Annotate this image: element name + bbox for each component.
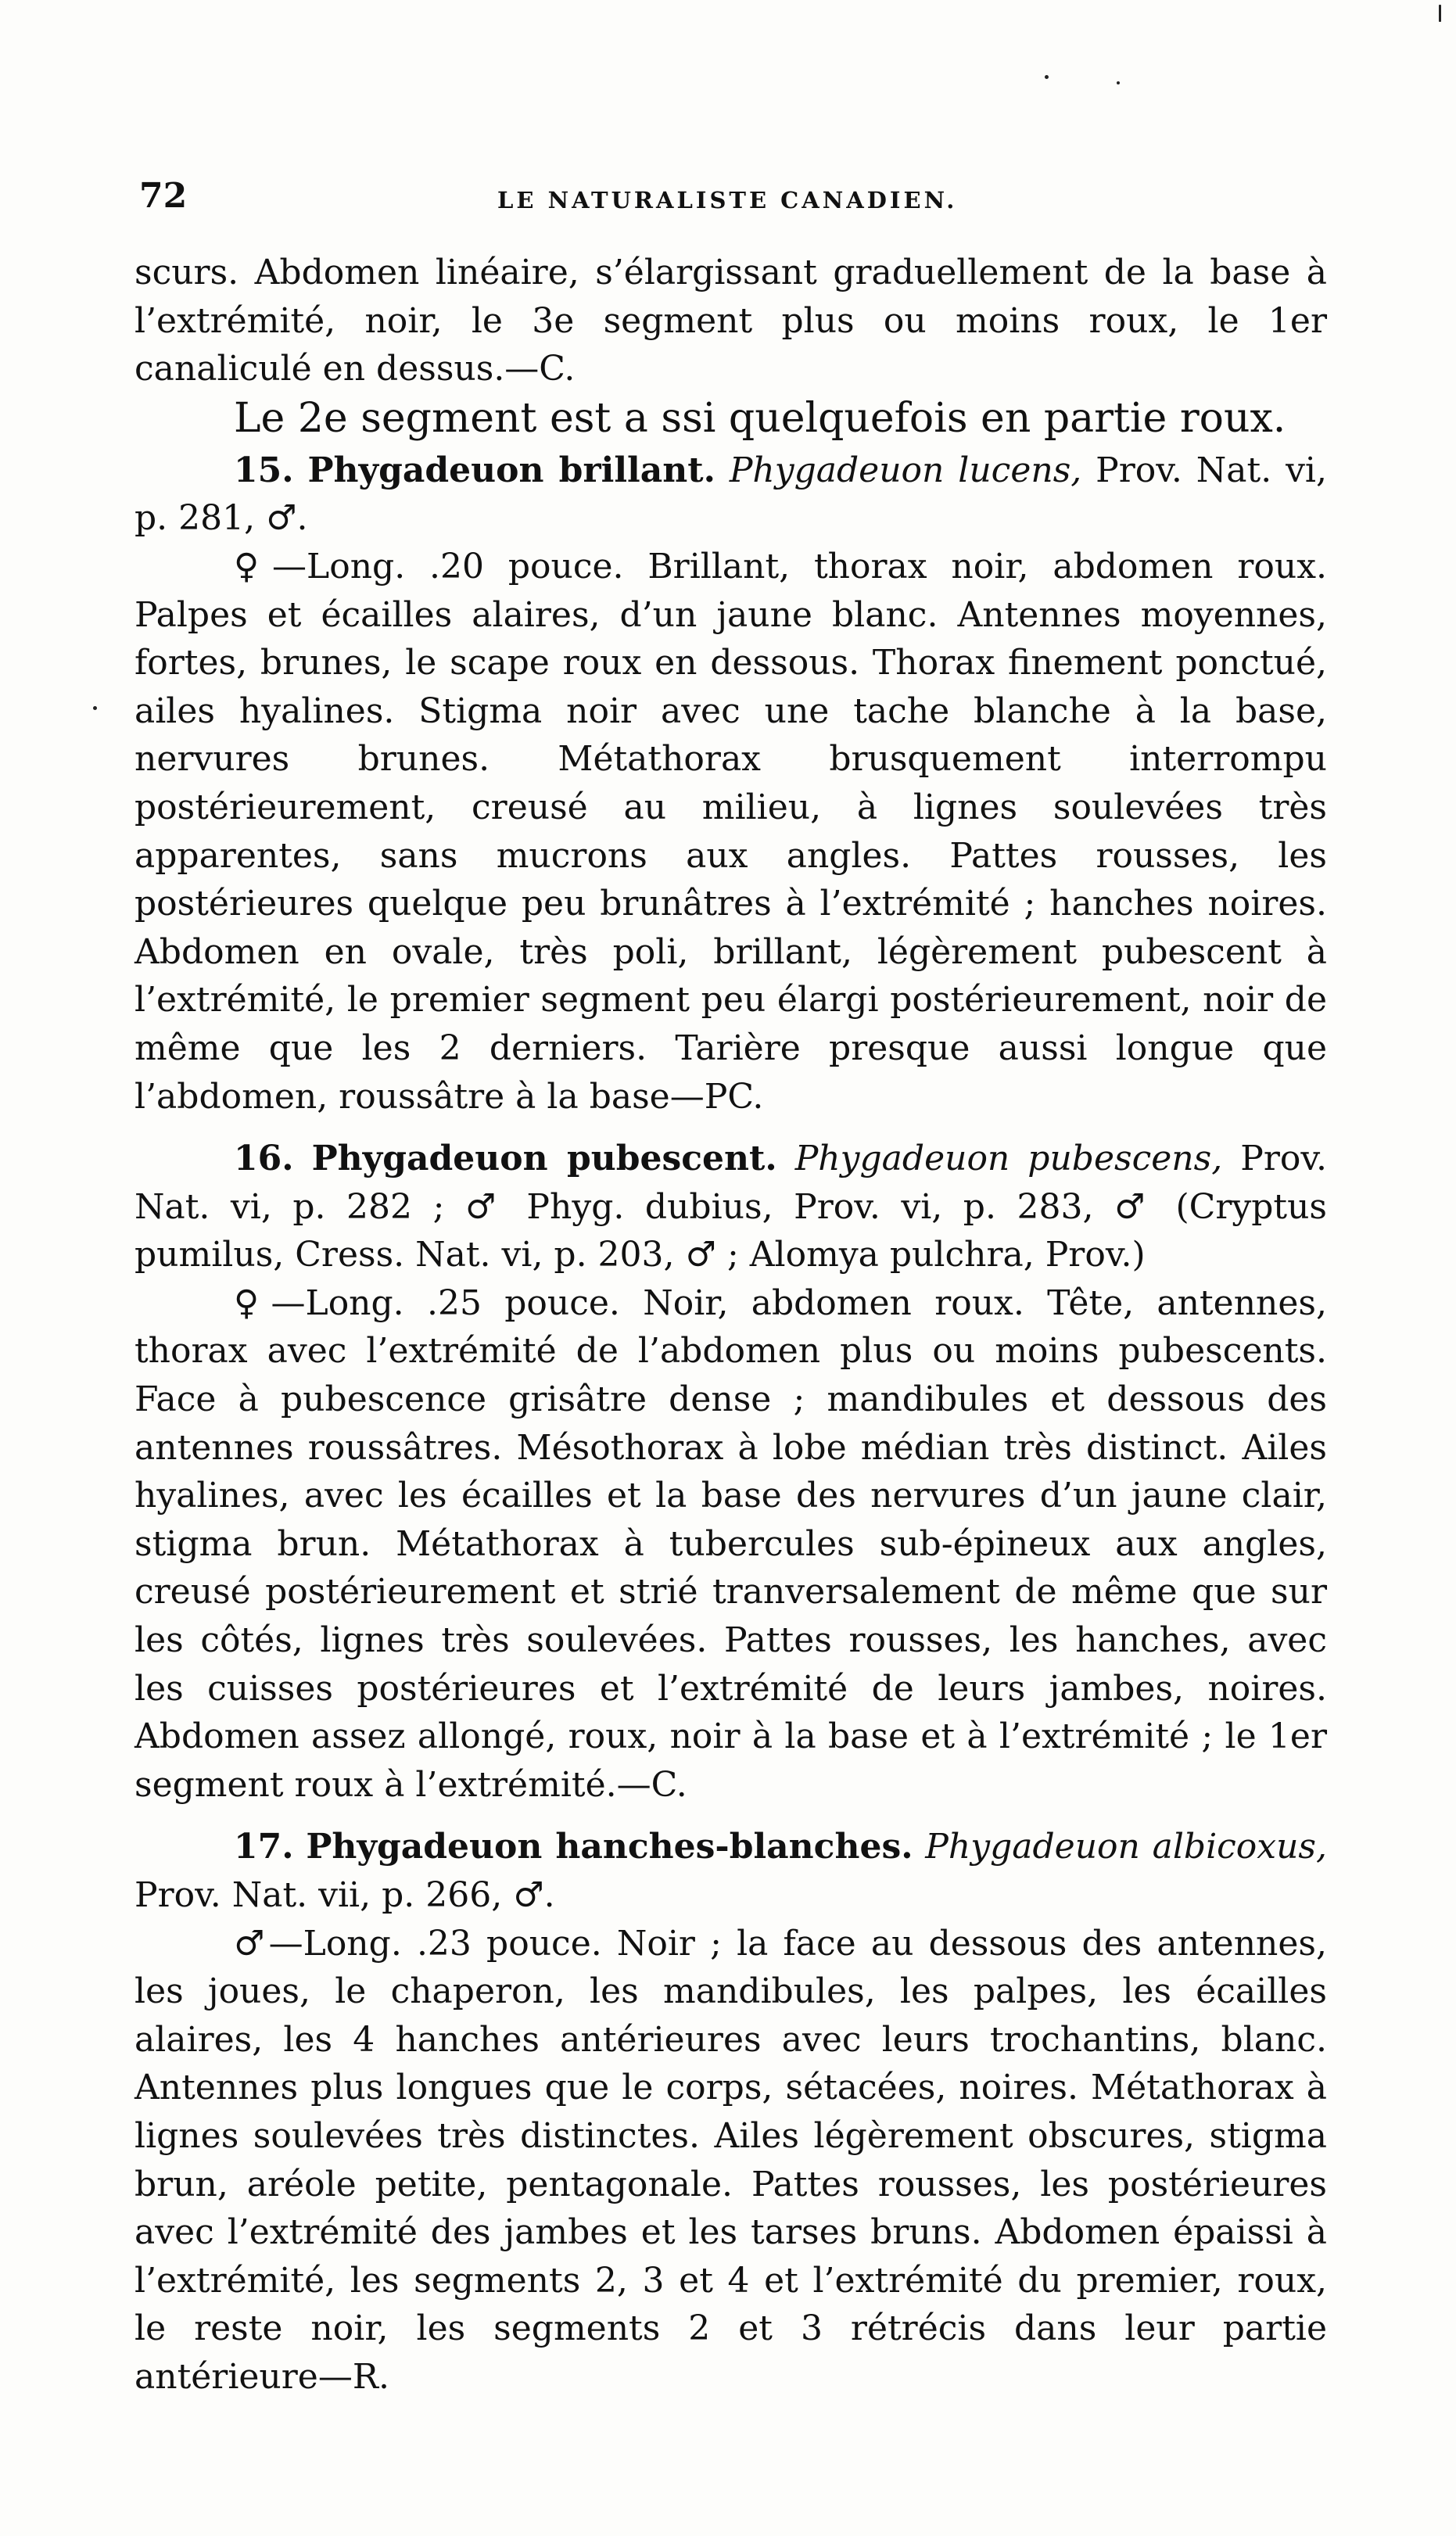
running-head: LE NATURALISTE CANADIEN.	[497, 187, 958, 213]
species-name: Phygadeuon hanches-blanches.	[306, 1827, 913, 1867]
citation: Prov. Nat. vi, p. 282 ; ♂ Phyg. dubius, Prov. vi, p. 283, ♂ (Cryptus pumilus, Cress. Nat. vi, p. 203, ♂ ; Alomya pulchra, Prov.)	[134, 1139, 1327, 1275]
species-number: 16.	[234, 1139, 294, 1179]
paragraph: ♀—Long. .25 pouce. Noir, abdomen roux. Tête, antennes, thorax avec l’extrémité de l’abdomen plus ou moins pubescents. Face à pubescence grisâtre dense ; mandibules et dessous des antennes roussâtres. Mésothorax à lobe médian très distinct. Ailes hyalines, avec les écailles et la base des nervures d’un jaune clair, stigma brun. Métathorax à tubercules sub-épineux aux angles, creusé postérieurement et strié tranversalement de même que sur les côtés, lignes très soulevées. Pattes rousses, les hanches, avec les cuisses postérieures et l’extrémité de leurs jambes, noires. Abdomen assez allongé, roux, noir à la base et à l’extrémité ; le 1er segment roux à l’extrémité.—C.	[134, 1282, 1327, 1805]
latin-name: Phygadeuon albicoxus,	[925, 1827, 1328, 1867]
citation: Prov. Nat. vi, p. 281, ♂.	[134, 450, 1327, 539]
species-number: 17.	[234, 1827, 294, 1867]
page-header	[139, 176, 1328, 223]
species-heading	[134, 1823, 1327, 1919]
ink-speck	[93, 706, 97, 710]
paragraph: ♀—Long. .20 pouce. Brillant, thorax noir, abdomen roux. Palpes et écailles alaires, d’un jaune blanc. Antennes moyennes, fortes, brunes, le scape roux en dessous. Thorax finement ponctué, ailes hyalines. Stigma noir avec une tache blanche à la base, nervures brunes. Métathorax brusquement interrompu postérieurement, creusé au milieu, à lignes soulevées très apparentes, sans mucrons aux angles. Pattes rousses, les postérieures quelque peu brunâtres à l’extrémité ; hanches noires. Abdomen en ovale, très poli, brillant, légèrement pubescent à l’extrémité, le premier segment peu élargi postérieurement, noir de même que les 2 derniers. Tarière presque aussi longue que l’abdomen, roussâtre à la base—PC.	[134, 546, 1327, 1117]
species-heading	[134, 1135, 1327, 1279]
paragraph: Le 2e segment est a ssi quelquefois en partie roux.	[234, 394, 1286, 442]
species-number: 15.	[234, 450, 294, 490]
latin-name: Phygadeuon pubescens,	[794, 1139, 1223, 1179]
citation: Prov. Nat. vii, p. 266, ♂.	[134, 1875, 555, 1915]
species-name: Phygadeuon brillant.	[307, 450, 715, 490]
ink-speck	[1045, 75, 1049, 79]
paragraph: scurs. Abdomen linéaire, s’élargissant graduellement de la base à l’extrémité, noir, le 3e segment plus ou moins roux, le 1er canaliculé en dessus.—C.	[134, 253, 1327, 389]
ink-speck	[1439, 5, 1441, 22]
latin-name: Phygadeuon lucens,	[729, 450, 1082, 490]
species-name: Phygadeuon pubescent.	[311, 1139, 777, 1179]
page-number: 72	[139, 176, 188, 216]
ink-speck	[1117, 81, 1120, 84]
page-body	[134, 249, 1327, 2401]
species-heading	[134, 447, 1327, 543]
paragraph: ♂—Long. .23 pouce. Noir ; la face au dessous des antennes, les joues, le chaperon, les mandibules, les palpes, les écailles alaires, les 4 hanches antérieures avec leurs trochantins, blanc. Antennes plus longues que le corps, sétacées, noires. Métathorax à lignes soulevées très distinctes. Ailes légèrement obscures, stigma brun, aréole petite, pentagonale. Pattes rousses, les postérieures avec l’extrémité des jambes et les tarses bruns. Abdomen épaissi à l’extrémité, les segments 2, 3 et 4 et l’extrémité du premier, roux, le reste noir, les segments 2 et 3 rétrécis dans leur partie antérieure—R.	[134, 1923, 1327, 2397]
